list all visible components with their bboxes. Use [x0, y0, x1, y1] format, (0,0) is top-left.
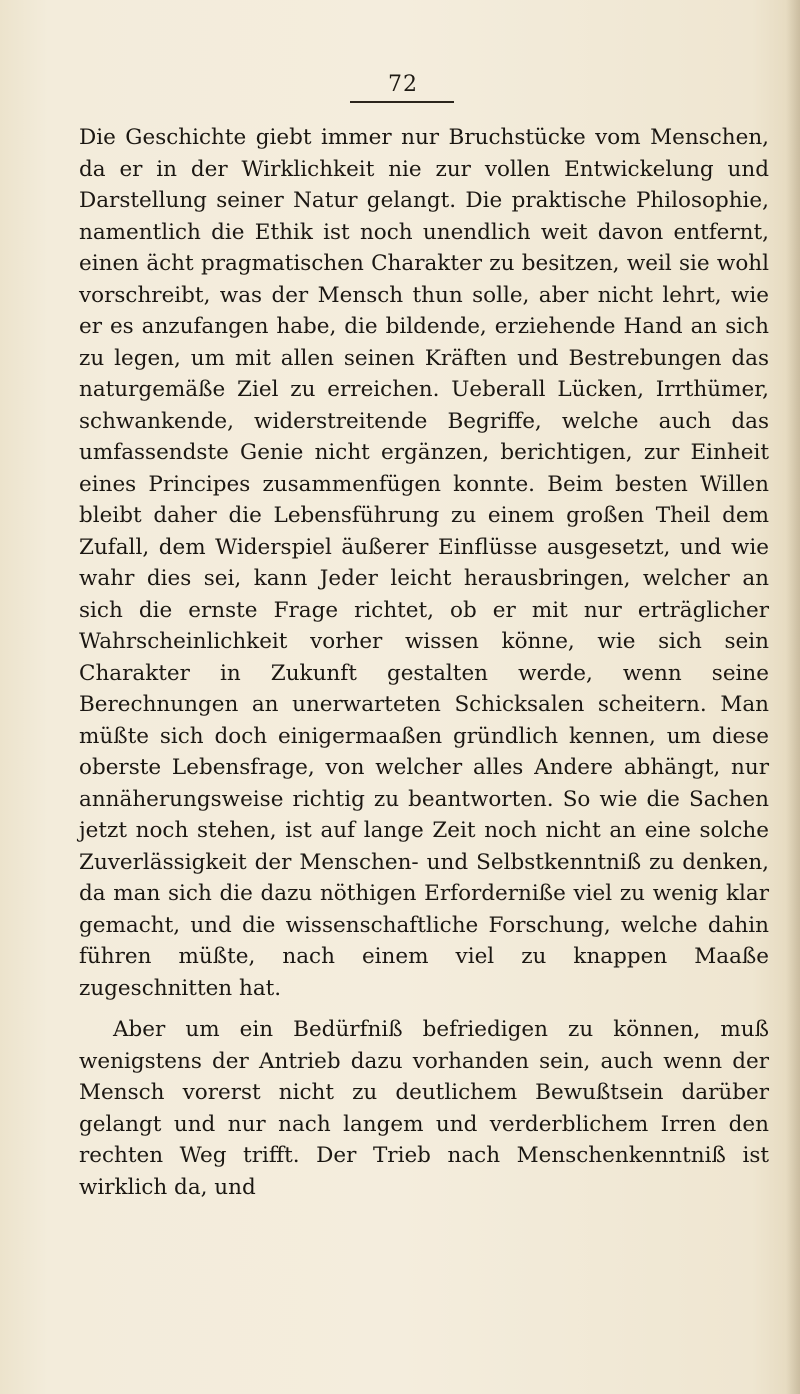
page-number: 72 [388, 72, 418, 97]
body-text [79, 122, 769, 1203]
header-rule [350, 101, 454, 103]
paragraph-2: Aber um ein Bedürfniß befriedigen zu können, muß wenigstens der Antrieb dazu vorhanden sein, auch wenn der Mensch vorerst nicht zu deutlichem Bewußtsein darüber gelangt und nur nach langem und verderblichem Irren den rechten Weg trifft. Der Trieb nach Menschenkenntniß ist wirklich da, und [79, 1017, 769, 1200]
paragraph-1: Die Geschichte giebt immer nur Bruchstücke vom Menschen, da er in der Wirklichkeit nie zur vollen Entwickelung und Darstellung seiner Natur gelangt. Die praktische Philosophie, namentlich die Ethik ist noch unendlich weit davon entfernt, einen ächt pragmatischen Charakter zu besitzen, weil sie wohl vorschreibt, was der Mensch thun solle, aber nicht lehrt, wie er es anzufangen habe, die bildende, erziehende Hand an sich zu legen, um mit allen seinen Kräften und Bestrebungen das naturgemäße Ziel zu erreichen. Ueberall Lücken, Irrthümer, schwankende, widerstreitende Begriffe, welche auch das umfassendste Genie nicht ergänzen, berichtigen, zur Einheit eines Principes zusammenfügen konnte. Beim besten Willen bleibt daher die Lebensführung zu einem großen Theil dem Zufall, dem Widerspiel äußerer Einflüsse ausgesetzt, und wie wahr dies sei, kann Jeder leicht herausbringen, welcher an sich die ernste Frage richtet, ob er mit nur erträglicher Wahrscheinlichkeit vorher wissen könne, wie sich sein Charakter in Zukunft gestalten werde, wenn seine Berechnungen an unerwarteten Schicksalen scheitern. Man müßte sich doch einigermaaßen gründlich kennen, um diese oberste Lebensfrage, von welcher alles Andere abhängt, nur annäherungsweise richtig zu beantworten. So wie die Sachen jetzt noch stehen, ist auf lange Zeit noch nicht an eine solche Zuverlässigkeit der Menschen- und Selbstkenntniß zu denken, da man sich die dazu nöthigen Erforderniße viel zu wenig klar gemacht, und die wissenschaftliche Forschung, welche dahin führen müßte, nach einem viel zu knappen Maaße zugeschnitten hat. [79, 125, 769, 1001]
page-gutter-shadow [786, 0, 800, 1394]
